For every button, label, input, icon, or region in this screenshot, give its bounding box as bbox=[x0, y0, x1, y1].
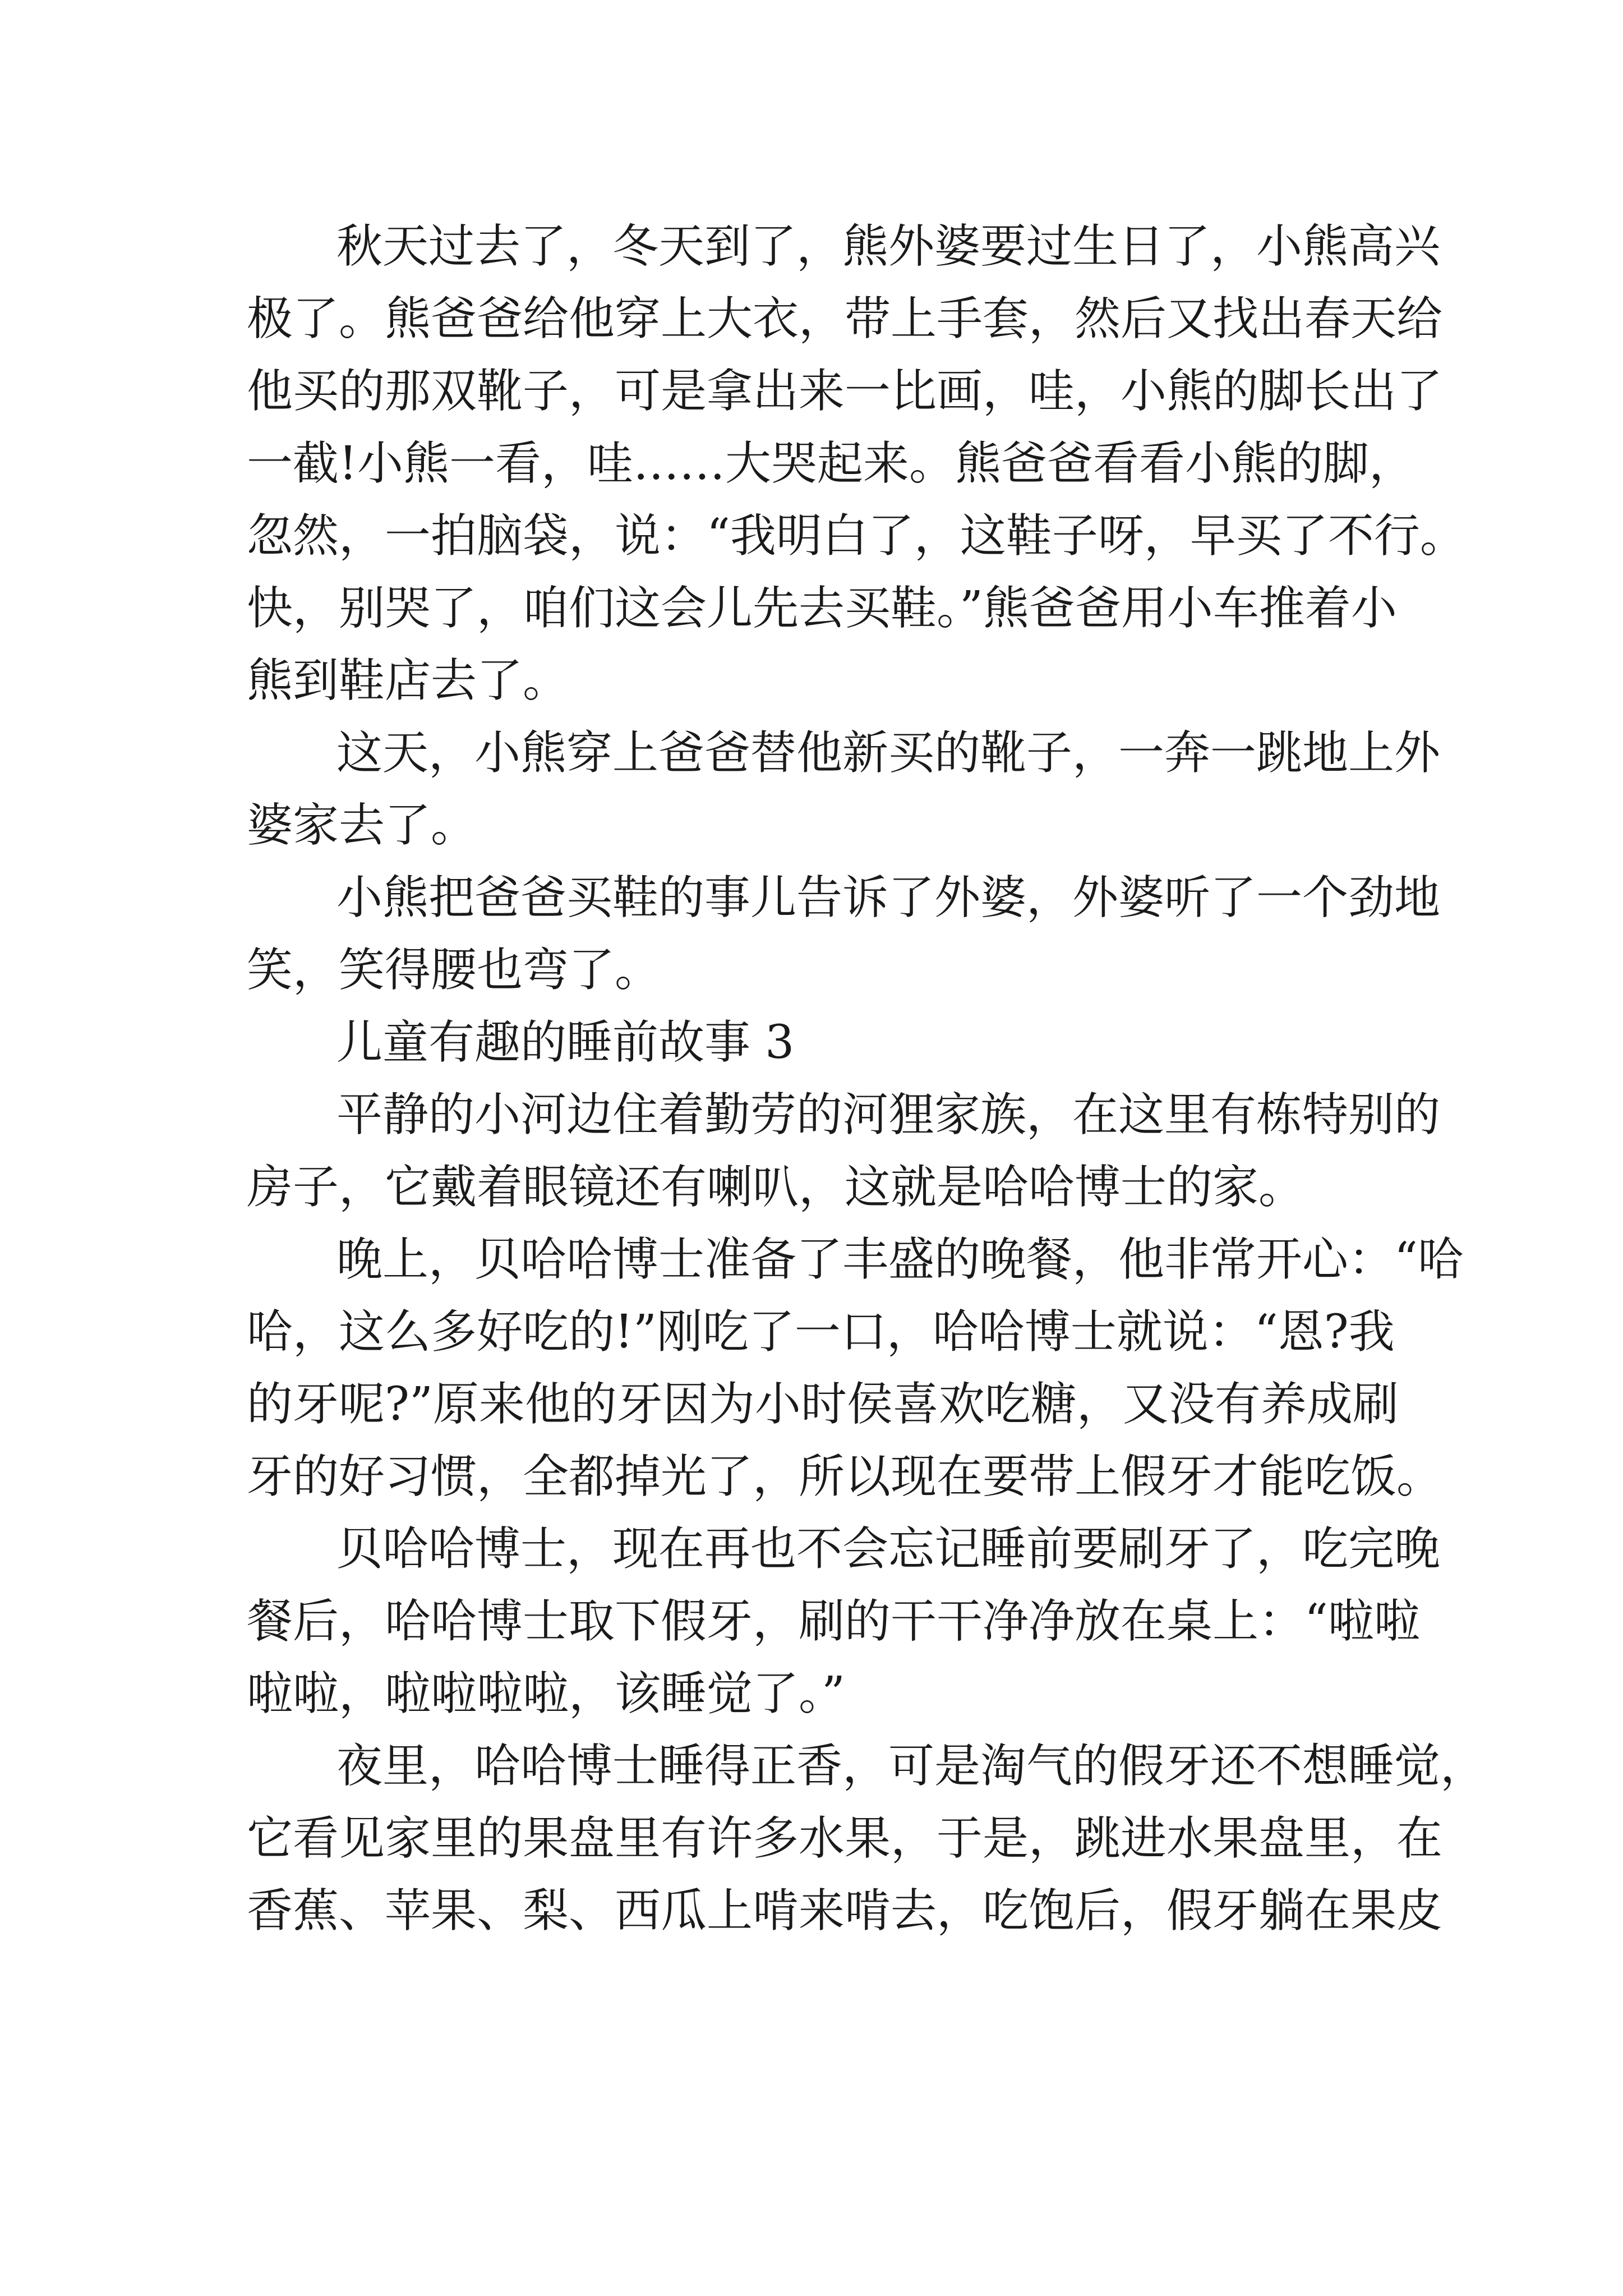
paragraph-line: 啦啦，啦啦啦啦，该睡觉了。” bbox=[247, 1667, 845, 1720]
paragraph-line: 餐后，哈哈博士取下假牙，刷的干干净净放在桌上：“啦啦 bbox=[247, 1595, 1420, 1648]
paragraph-line: 快，别哭了，咱们这会儿先去买鞋。”熊爸爸用小车推着小 bbox=[247, 582, 1397, 635]
paragraph-line: 笑，笑得腰也弯了。 bbox=[247, 944, 661, 997]
paragraph-line: 贝哈哈博士，现在再也不会忘记睡前要刷牙了，吃完晚 bbox=[336, 1522, 1441, 1576]
paragraph-line: 它看见家里的果盘里有许多水果，于是，跳进水果盘里，在 bbox=[247, 1812, 1443, 1865]
paragraph-line: 熊到鞋店去了。 bbox=[247, 654, 569, 707]
paragraph-line: 极了。熊爸爸给他穿上大衣，带上手套，然后又找出春天给 bbox=[247, 292, 1443, 346]
paragraph-line: 房子，它戴着眼镜还有喇叭，这就是哈哈博士的家。 bbox=[247, 1161, 1305, 1214]
section-heading: 儿童有趣的睡前故事 3 bbox=[336, 1016, 795, 1069]
paragraph-line: 婆家去了。 bbox=[247, 799, 477, 852]
paragraph-line: 平静的小河边住着勤劳的河狸家族，在这里有栋特别的 bbox=[336, 1088, 1441, 1142]
paragraph-line: 夜里，哈哈博士睡得正香，可是淘气的假牙还不想睡觉， bbox=[336, 1740, 1487, 1793]
paragraph-line: 晚上，贝哈哈博士准备了丰盛的晚餐，他非常开心：“哈 bbox=[336, 1233, 1464, 1286]
paragraph-line: 秋天过去了，冬天到了，熊外婆要过生日了，小熊高兴 bbox=[336, 220, 1441, 273]
paragraph-line: 忽然，一拍脑袋，说：“我明白了，这鞋子呀，早买了不行。 bbox=[247, 509, 1466, 563]
paragraph-line: 牙的好习惯，全都掉光了，所以现在要带上假牙才能吃饭。 bbox=[247, 1450, 1443, 1503]
paragraph-line: 香蕉、苹果、梨、西瓜上啃来啃去，吃饱后，假牙躺在果皮 bbox=[247, 1884, 1443, 1938]
paragraph-line: 小熊把爸爸买鞋的事儿告诉了外婆，外婆听了一个劲地 bbox=[336, 871, 1441, 924]
paragraph-line: 的牙呢?”原来他的牙因为小时侯喜欢吃糖，又没有养成刷 bbox=[247, 1378, 1399, 1431]
paragraph-line: 这天，小熊穿上爸爸替他新买的靴子，一奔一跳地上外 bbox=[336, 726, 1441, 780]
paragraph-line: 哈，这么多好吃的!”刚吃了一口，哈哈博士就说：“恩?我 bbox=[247, 1305, 1395, 1359]
paragraph-line: 他买的那双靴子，可是拿出来一比画，哇，小熊的脚长出了 bbox=[247, 365, 1443, 418]
paragraph-line: 一截!小熊一看，哇……大哭起来。熊爸爸看看小熊的脚， bbox=[247, 437, 1415, 490]
